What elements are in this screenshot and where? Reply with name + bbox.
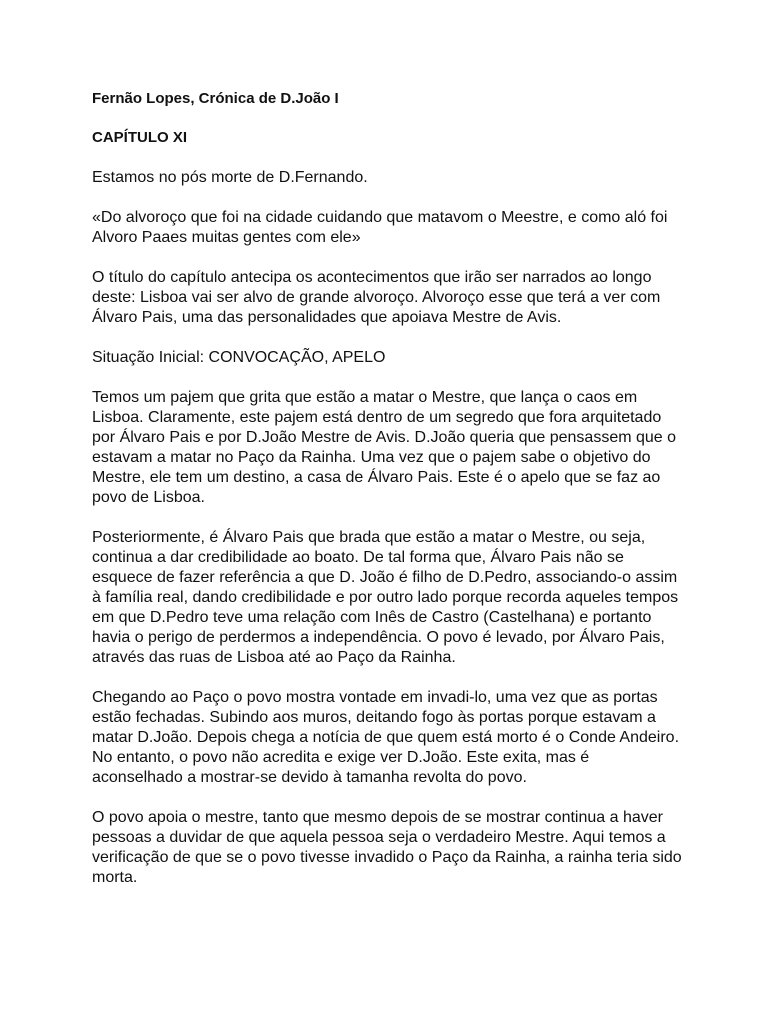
paragraph-5: O povo apoia o mestre, tanto que mesmo depois de se mostrar continua a haver pessoas a duvidar de que aquela pessoa seja o verdadeiro Mestre. Aqui temos a verificação de que se o povo tivesse invadido o Paço da Rainha, a rainha teria sido morta. — [92, 809, 682, 886]
chapter-quote: «Do alvoroço que foi na cidade cuidando que matavom o Meestre, e como aló foi Alvoro Paaes muitas gentes com ele» — [92, 209, 668, 246]
chapter-heading: CAPÍTULO XI — [92, 129, 188, 146]
intro-line: Estamos no pós morte de D.Fernando. — [92, 169, 368, 186]
paragraph-1: O título do capítulo antecipa os acontecimentos que irão ser narrados ao longo deste: Lisboa vai ser alvo de grande alvoroço. Alvoroço esse que terá a ver com Álvaro Pais, uma das personalidades que apoiava Mestre de Avis. — [92, 269, 661, 326]
paragraph-3: Posteriormente, é Álvaro Pais que brada que estão a matar o Mestre, ou seja, continua a dar credibilidade ao boato. De tal forma que, Álvaro Pais não se esquece de fazer referência a que D. João é filho de D.Pedro, associando-o assim à família real, dando credibilidade e por outro lado porque recorda aqueles tempos em que D.Pedro teve uma relação com Inês de Castro (Castelhana) e portanto havia o perigo de perdermos a independência. O povo é levado, por Álvaro Pais, através das ruas de Lisboa até ao Paço da Rainha. — [92, 529, 679, 666]
document-body — [92, 84, 682, 888]
situation-line: Situação Inicial: CONVOCAÇÃO, APELO — [92, 349, 386, 366]
document-title: Fernão Lopes, Crónica de D.João I — [92, 90, 339, 107]
paragraph-2: Temos um pajem que grita que estão a matar o Mestre, que lança o caos em Lisboa. Claramente, este pajem está dentro de um segredo que fora arquitetado por Álvaro Pais e por D.João Mestre de Avis. D.João queria que pensassem que o estavam a matar no Paço da Rainha. Uma vez que o pajem sabe o objetivo do Mestre, ele tem um destino, a casa de Álvaro Pais. Este é o apelo que se faz ao povo de Lisboa. — [92, 389, 677, 506]
paragraph-4: Chegando ao Paço o povo mostra vontade em invadi-lo, uma vez que as portas estão fechadas. Subindo aos muros, deitando fogo às portas porque estavam a matar D.João. Depois chega a notícia de que quem está morto é o Conde Andeiro. No entanto, o povo não acredita e exige ver D.João. Este exita, mas é aconselhado a mostrar-se devido à tamanha revolta do povo. — [92, 689, 680, 786]
